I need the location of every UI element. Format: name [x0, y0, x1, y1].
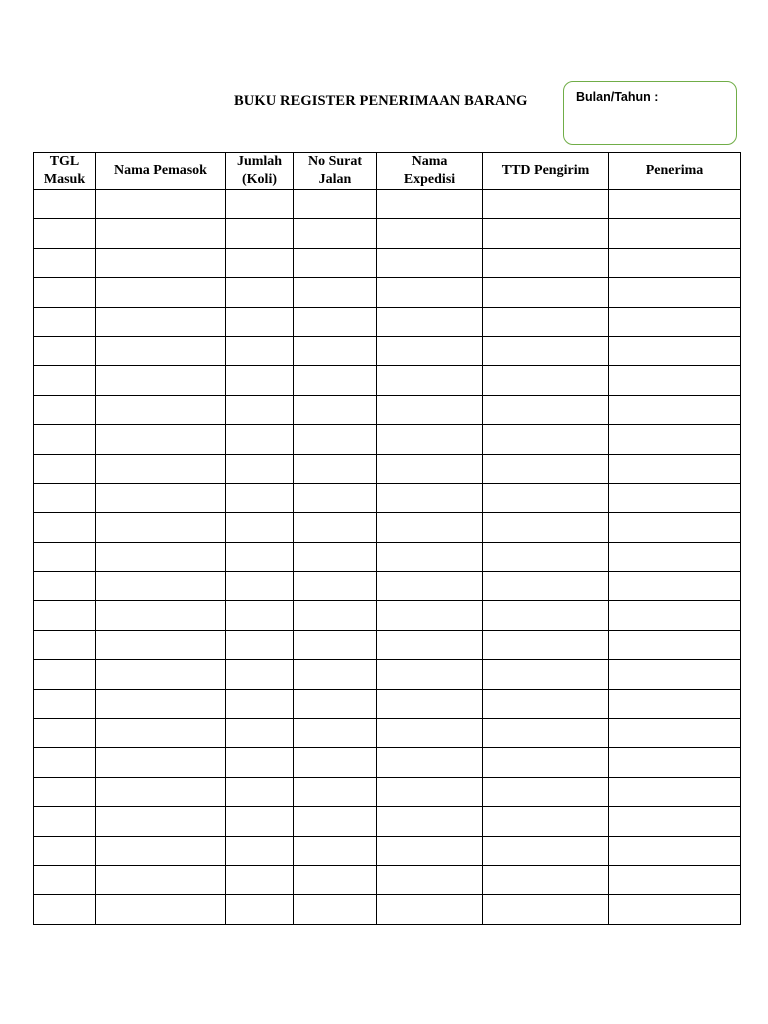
- table-cell[interactable]: [294, 336, 377, 365]
- table-cell[interactable]: [226, 513, 294, 542]
- table-cell[interactable]: [226, 219, 294, 248]
- table-cell[interactable]: [96, 689, 226, 718]
- table-cell[interactable]: [226, 689, 294, 718]
- table-cell[interactable]: [609, 689, 741, 718]
- table-cell[interactable]: [294, 542, 377, 571]
- table-cell[interactable]: [483, 865, 609, 894]
- table-cell[interactable]: [96, 542, 226, 571]
- table-cell[interactable]: [96, 366, 226, 395]
- table-cell[interactable]: [609, 307, 741, 336]
- table-cell[interactable]: [377, 542, 483, 571]
- table-cell[interactable]: [294, 572, 377, 601]
- header-row: [34, 153, 741, 190]
- table-cell[interactable]: [483, 454, 609, 483]
- table-cell[interactable]: [294, 454, 377, 483]
- table-cell[interactable]: [226, 836, 294, 865]
- table-cell[interactable]: [96, 660, 226, 689]
- table-cell[interactable]: [226, 542, 294, 571]
- table-cell[interactable]: [483, 190, 609, 219]
- table-row: [34, 278, 741, 307]
- table-cell[interactable]: [483, 483, 609, 512]
- table-cell[interactable]: [377, 601, 483, 630]
- table-row: [34, 248, 741, 277]
- table-cell[interactable]: [609, 572, 741, 601]
- table-cell[interactable]: [609, 748, 741, 777]
- register-body: [34, 190, 741, 925]
- table-cell[interactable]: [96, 513, 226, 542]
- table-row: [34, 483, 741, 512]
- table-cell[interactable]: [226, 895, 294, 924]
- table-cell[interactable]: [294, 836, 377, 865]
- table-cell[interactable]: [294, 307, 377, 336]
- table-cell[interactable]: [377, 190, 483, 219]
- table-cell[interactable]: [96, 425, 226, 454]
- table-cell[interactable]: [96, 307, 226, 336]
- table-row: [34, 660, 741, 689]
- table-cell[interactable]: [34, 366, 96, 395]
- table-cell[interactable]: [96, 865, 226, 894]
- table-cell[interactable]: [96, 190, 226, 219]
- table-cell[interactable]: [609, 865, 741, 894]
- table-cell[interactable]: [96, 748, 226, 777]
- table-cell[interactable]: [34, 336, 96, 365]
- table-cell[interactable]: [483, 395, 609, 424]
- table-cell[interactable]: [226, 807, 294, 836]
- table-cell[interactable]: [34, 630, 96, 659]
- table-cell[interactable]: [609, 395, 741, 424]
- table-cell[interactable]: [609, 513, 741, 542]
- table-cell[interactable]: [34, 777, 96, 806]
- table-cell[interactable]: [294, 748, 377, 777]
- table-cell[interactable]: [377, 278, 483, 307]
- table-cell[interactable]: [226, 366, 294, 395]
- table-cell[interactable]: [377, 336, 483, 365]
- table-row: [34, 807, 741, 836]
- table-cell[interactable]: [294, 630, 377, 659]
- table-cell[interactable]: [609, 777, 741, 806]
- table-cell[interactable]: [96, 278, 226, 307]
- column-header-tgl-masuk: TGL Masuk: [34, 153, 96, 190]
- table-cell[interactable]: [34, 807, 96, 836]
- table-row: [34, 601, 741, 630]
- table-cell[interactable]: [226, 190, 294, 219]
- table-cell[interactable]: [96, 807, 226, 836]
- table-cell[interactable]: [294, 777, 377, 806]
- table-cell[interactable]: [34, 278, 96, 307]
- table-cell[interactable]: [226, 454, 294, 483]
- table-cell[interactable]: [483, 366, 609, 395]
- table-cell[interactable]: [377, 777, 483, 806]
- table-cell[interactable]: [294, 278, 377, 307]
- table-cell[interactable]: [609, 836, 741, 865]
- table-row: [34, 777, 741, 806]
- table-row: [34, 689, 741, 718]
- table-cell[interactable]: [294, 219, 377, 248]
- column-header-nama-pemasok: Nama Pemasok: [96, 153, 226, 190]
- table-cell[interactable]: [483, 836, 609, 865]
- table-cell[interactable]: [34, 307, 96, 336]
- table-cell[interactable]: [609, 366, 741, 395]
- table-row: [34, 748, 741, 777]
- table-cell[interactable]: [34, 542, 96, 571]
- table-cell[interactable]: [226, 483, 294, 512]
- table-cell[interactable]: [377, 366, 483, 395]
- table-cell[interactable]: [226, 865, 294, 894]
- table-cell[interactable]: [226, 777, 294, 806]
- table-cell[interactable]: [483, 630, 609, 659]
- table-cell[interactable]: [294, 601, 377, 630]
- table-cell[interactable]: [294, 660, 377, 689]
- table-cell[interactable]: [96, 836, 226, 865]
- table-cell[interactable]: [377, 307, 483, 336]
- table-cell[interactable]: [483, 572, 609, 601]
- table-row: [34, 425, 741, 454]
- table-cell[interactable]: [34, 425, 96, 454]
- table-cell[interactable]: [34, 454, 96, 483]
- table-cell[interactable]: [96, 483, 226, 512]
- table-cell[interactable]: [34, 190, 96, 219]
- column-header-jumlah-koli: Jumlah (Koli): [226, 153, 294, 190]
- table-cell[interactable]: [294, 366, 377, 395]
- table-row: [34, 307, 741, 336]
- table-cell[interactable]: [377, 719, 483, 748]
- table-cell[interactable]: [96, 895, 226, 924]
- register-table: [33, 152, 741, 925]
- table-cell[interactable]: [483, 689, 609, 718]
- table-cell[interactable]: [96, 572, 226, 601]
- table-row: [34, 572, 741, 601]
- table-cell[interactable]: [96, 219, 226, 248]
- table-cell[interactable]: [226, 601, 294, 630]
- table-cell[interactable]: [377, 483, 483, 512]
- column-header-no-surat-jalan: No Surat Jalan: [294, 153, 377, 190]
- table-cell[interactable]: [226, 278, 294, 307]
- table-cell[interactable]: [96, 395, 226, 424]
- table-cell[interactable]: [609, 807, 741, 836]
- table-cell[interactable]: [609, 895, 741, 924]
- table-cell[interactable]: [294, 865, 377, 894]
- table-cell[interactable]: [226, 307, 294, 336]
- table-cell[interactable]: [294, 395, 377, 424]
- table-cell[interactable]: [34, 513, 96, 542]
- table-cell[interactable]: [483, 601, 609, 630]
- table-cell[interactable]: [294, 895, 377, 924]
- period-box: [563, 81, 737, 145]
- table-cell[interactable]: [483, 807, 609, 836]
- table-cell[interactable]: [377, 660, 483, 689]
- table-cell[interactable]: [377, 513, 483, 542]
- table-cell[interactable]: [34, 395, 96, 424]
- table-cell[interactable]: [226, 630, 294, 659]
- table-cell[interactable]: [609, 601, 741, 630]
- table-row: [34, 865, 741, 894]
- table-cell[interactable]: [96, 719, 226, 748]
- column-header-ttd-pengirim: TTD Pengirim: [483, 153, 609, 190]
- table-cell[interactable]: [609, 336, 741, 365]
- table-cell[interactable]: [609, 542, 741, 571]
- table-cell[interactable]: [34, 895, 96, 924]
- table-cell[interactable]: [377, 572, 483, 601]
- table-cell[interactable]: [34, 689, 96, 718]
- table-row: [34, 219, 741, 248]
- table-cell[interactable]: [34, 601, 96, 630]
- table-row: [34, 513, 741, 542]
- column-header-penerima: Penerima: [609, 153, 741, 190]
- table-cell[interactable]: [226, 572, 294, 601]
- table-row: [34, 542, 741, 571]
- table-cell[interactable]: [34, 660, 96, 689]
- table-cell[interactable]: [96, 454, 226, 483]
- table-cell[interactable]: [96, 248, 226, 277]
- table-cell[interactable]: [483, 719, 609, 748]
- table-cell[interactable]: [483, 278, 609, 307]
- table-cell[interactable]: [609, 454, 741, 483]
- table-cell[interactable]: [483, 425, 609, 454]
- column-header-nama-expedisi: Nama Expedisi: [377, 153, 483, 190]
- table-cell[interactable]: [34, 572, 96, 601]
- table-cell[interactable]: [34, 836, 96, 865]
- table-cell[interactable]: [483, 219, 609, 248]
- table-cell[interactable]: [377, 689, 483, 718]
- table-row: [34, 895, 741, 924]
- table-cell[interactable]: [226, 660, 294, 689]
- table-cell[interactable]: [226, 748, 294, 777]
- table-cell[interactable]: [483, 542, 609, 571]
- table-row: [34, 336, 741, 365]
- table-row: [34, 719, 741, 748]
- table-cell[interactable]: [483, 895, 609, 924]
- table-cell[interactable]: [483, 248, 609, 277]
- table-cell[interactable]: [34, 483, 96, 512]
- table-cell[interactable]: [483, 336, 609, 365]
- table-cell[interactable]: [483, 513, 609, 542]
- table-cell[interactable]: [96, 777, 226, 806]
- table-cell[interactable]: [377, 425, 483, 454]
- table-cell[interactable]: [294, 719, 377, 748]
- table-cell[interactable]: [294, 190, 377, 219]
- period-label: Bulan/Tahun :: [576, 90, 659, 104]
- table-cell[interactable]: [483, 307, 609, 336]
- table-cell[interactable]: [609, 190, 741, 219]
- table-cell[interactable]: [226, 425, 294, 454]
- table-cell[interactable]: [377, 836, 483, 865]
- table-cell[interactable]: [377, 895, 483, 924]
- table-cell[interactable]: [294, 425, 377, 454]
- table-row: [34, 836, 741, 865]
- table-cell[interactable]: [377, 219, 483, 248]
- table-cell[interactable]: [96, 630, 226, 659]
- table-cell[interactable]: [34, 248, 96, 277]
- table-row: [34, 366, 741, 395]
- table-cell[interactable]: [377, 807, 483, 836]
- table-cell[interactable]: [377, 748, 483, 777]
- table-cell[interactable]: [294, 807, 377, 836]
- table-row: [34, 630, 741, 659]
- table-cell[interactable]: [294, 513, 377, 542]
- table-cell[interactable]: [609, 660, 741, 689]
- table-cell[interactable]: [96, 601, 226, 630]
- table-row: [34, 395, 741, 424]
- table-cell[interactable]: [226, 336, 294, 365]
- table-cell[interactable]: [609, 719, 741, 748]
- table-cell[interactable]: [483, 748, 609, 777]
- table-cell[interactable]: [34, 865, 96, 894]
- table-cell[interactable]: [609, 278, 741, 307]
- table-cell[interactable]: [294, 248, 377, 277]
- table-cell[interactable]: [483, 777, 609, 806]
- table-cell[interactable]: [34, 719, 96, 748]
- table-cell[interactable]: [377, 454, 483, 483]
- table-cell[interactable]: [609, 248, 741, 277]
- table-cell[interactable]: [609, 425, 741, 454]
- document-title: BUKU REGISTER PENERIMAAN BARANG: [234, 93, 528, 109]
- table-cell[interactable]: [609, 219, 741, 248]
- table-cell[interactable]: [609, 483, 741, 512]
- table-cell[interactable]: [609, 630, 741, 659]
- table-cell[interactable]: [294, 483, 377, 512]
- table-cell[interactable]: [226, 248, 294, 277]
- table-cell[interactable]: [34, 219, 96, 248]
- table-cell[interactable]: [377, 395, 483, 424]
- table-cell[interactable]: [483, 660, 609, 689]
- table-row: [34, 190, 741, 219]
- table-cell[interactable]: [96, 336, 226, 365]
- table-cell[interactable]: [226, 719, 294, 748]
- table-cell[interactable]: [377, 248, 483, 277]
- table-row: [34, 454, 741, 483]
- table-cell[interactable]: [226, 395, 294, 424]
- table-cell[interactable]: [377, 865, 483, 894]
- table-cell[interactable]: [294, 689, 377, 718]
- table-cell[interactable]: [34, 748, 96, 777]
- table-cell[interactable]: [377, 630, 483, 659]
